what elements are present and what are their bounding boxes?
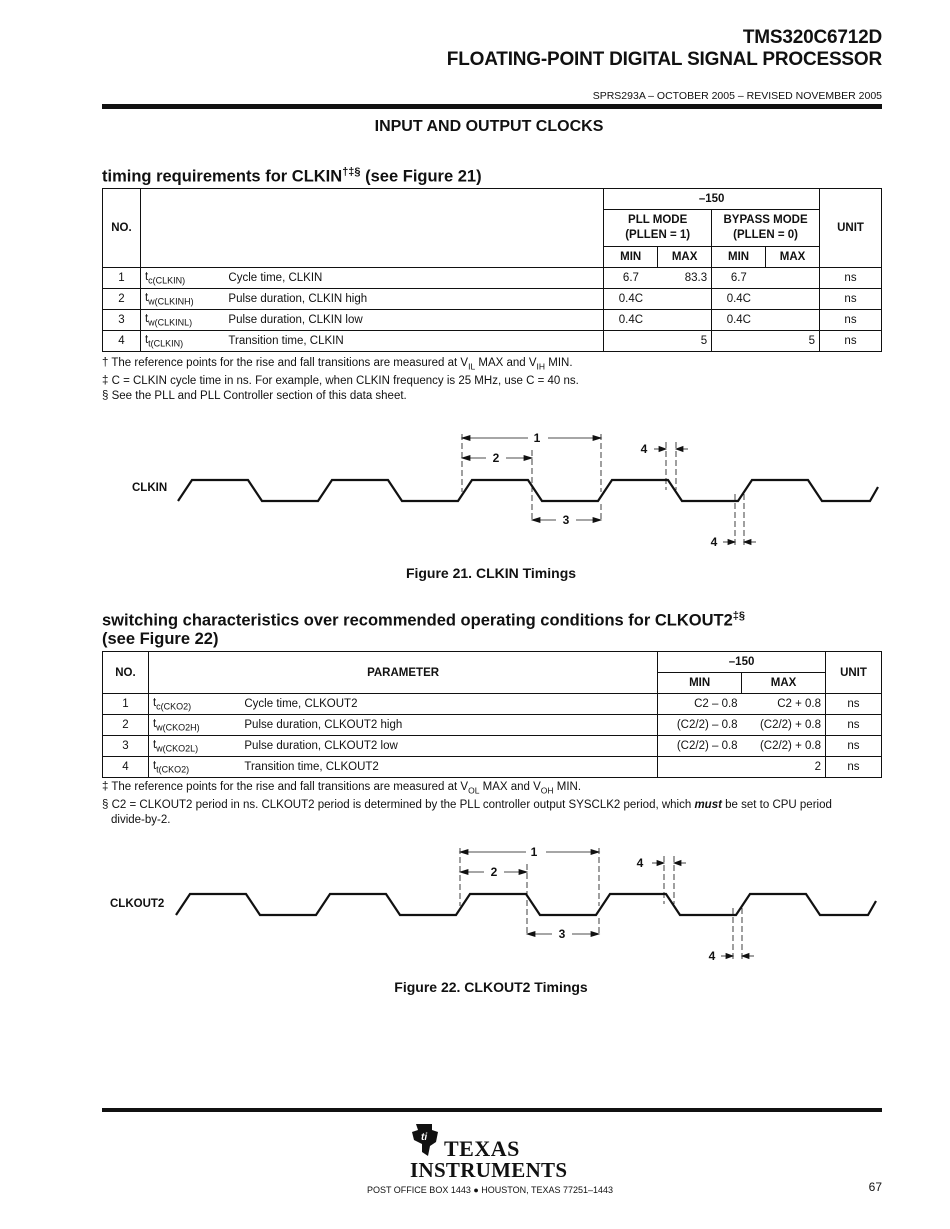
pll-max-value <box>658 289 712 310</box>
col-pll-min: MIN <box>604 247 658 268</box>
bypass-mode-header: BYPASS MODE (PLLEN = 0) <box>712 210 820 247</box>
parameter-description: Cycle time, CLKOUT2 <box>240 694 657 715</box>
doc-reference: SPRS293A – OCTOBER 2005 – REVISED NOVEMBER 2005 <box>592 90 882 102</box>
table1-heading: timing requirements for CLKIN†‡§ (see Figure 21) <box>102 166 482 186</box>
parameter-description: Transition time, CLKIN <box>224 331 603 352</box>
footer-rule <box>102 1108 882 1112</box>
figure22-caption: Figure 22. CLKOUT2 Timings <box>394 979 588 995</box>
parameter-description: Pulse duration, CLKOUT2 high <box>240 715 657 736</box>
speed-grade: –150 <box>604 189 820 210</box>
marker-3: 3 <box>562 513 570 527</box>
table-row <box>103 310 882 331</box>
row-number: 2 <box>103 715 149 736</box>
table-row <box>103 715 882 736</box>
logo-instruments: INSTRUMENTS <box>410 1158 568 1182</box>
pll-min-value: 0.4C <box>604 289 658 310</box>
unit-value: ns <box>820 268 882 289</box>
parameter-description: Cycle time, CLKIN <box>224 268 603 289</box>
footnote-section: § See the PLL and PLL Controller section of this data sheet. <box>102 390 407 403</box>
col-min: MIN <box>658 673 742 694</box>
footnote-double-dagger: ‡ C = CLKIN cycle time in ns. For example, when CLKIN frequency is 25 MHz, use C = 40 ns. <box>102 375 579 388</box>
table2-heading: switching characteristics over recommended operating conditions for CLKOUT2‡§ (see Figure 22) <box>102 610 746 648</box>
min-value: (C2/2) – 0.8 <box>658 736 742 757</box>
pll-max-value: 83.3 <box>658 268 712 289</box>
max-value: 2 <box>742 757 826 778</box>
table-row <box>103 331 882 352</box>
col-unit: UNIT <box>820 189 882 268</box>
marker-4-top: 4 <box>636 856 644 870</box>
max-value: (C2/2) + 0.8 <box>742 736 826 757</box>
figure21-caption: Figure 21. CLKIN Timings <box>405 565 577 581</box>
table-row <box>103 736 882 757</box>
marker-4-bottom: 4 <box>710 535 718 549</box>
col-parameter: PARAMETER <box>148 652 657 694</box>
min-value: C2 – 0.8 <box>658 694 742 715</box>
ti-logo-icon <box>410 1122 440 1158</box>
footnote-dagger: † The reference points for the rise and fall transitions are measured at $V_{IL}$ MAX and $V_{IH}$ MIN. <box>102 357 573 372</box>
bypass-min-value: 0.4C <box>712 310 766 331</box>
clkout2-signal-label: CLKOUT2 <box>110 898 165 910</box>
marker-4-top: 4 <box>640 442 648 456</box>
row-number: 1 <box>103 694 149 715</box>
pll-mode-header: PLL MODE (PLLEN = 1) <box>604 210 712 247</box>
col-bypass-max: MAX <box>766 247 820 268</box>
section-title: INPUT AND OUTPUT CLOCKS <box>374 118 604 135</box>
col-unit: UNIT <box>825 652 881 694</box>
col-no: NO. <box>103 652 149 694</box>
header-rule <box>102 104 882 109</box>
parameter-symbol: $t_{t(CLKIN)}$ <box>140 331 224 352</box>
parameter-symbol: $t_{c(CKO2)}$ <box>148 694 240 715</box>
bypass-max-value <box>766 289 820 310</box>
row-number: 2 <box>103 289 141 310</box>
max-value: (C2/2) + 0.8 <box>742 715 826 736</box>
unit-value: ns <box>825 757 881 778</box>
parameter-description: Transition time, CLKOUT2 <box>240 757 657 778</box>
marker-2: 2 <box>490 865 498 879</box>
row-number: 3 <box>103 736 149 757</box>
col-no: NO. <box>103 189 141 268</box>
speed-grade: –150 <box>658 652 826 673</box>
row-number: 4 <box>103 757 149 778</box>
footer-address: POST OFFICE BOX 1443 ● HOUSTON, TEXAS 77251–1443 <box>366 1185 614 1195</box>
unit-value: ns <box>825 736 881 757</box>
svg-text:ti: ti <box>421 1132 428 1143</box>
unit-value: ns <box>820 331 882 352</box>
marker-1: 1 <box>530 845 538 859</box>
table-row <box>103 289 882 310</box>
clkout2-timing-diagram <box>0 836 950 976</box>
col-max: MAX <box>742 673 826 694</box>
footnote-double-dagger: ‡ The reference points for the rise and fall transitions are measured at $V_{OL}$ MAX and $V_{OH}$ MIN. <box>102 781 582 796</box>
unit-value: ns <box>820 289 882 310</box>
bypass-max-value <box>766 268 820 289</box>
max-value: C2 + 0.8 <box>742 694 826 715</box>
parameter-description: Pulse duration, CLKOUT2 low <box>240 736 657 757</box>
unit-value: ns <box>825 694 881 715</box>
pll-min-value: 0.4C <box>604 310 658 331</box>
table2-footnotes: ‡ The reference points for the rise and fall transitions are measured at $V_{OL}$ MAX and $V_{OH}$ MIN. § C2 = CLKOUT2 period in ns. CLKOUT2 period is determined by the PLL controller output SYSCLK2 period, which must be set to CPU period divide-by-2. <box>102 780 887 828</box>
parameter-description: Pulse duration, CLKIN low <box>224 310 603 331</box>
part-number: TMS320C6712D <box>742 27 882 48</box>
parameter-description: Pulse duration, CLKIN high <box>224 289 603 310</box>
bypass-min-value: 6.7 <box>712 268 766 289</box>
min-value <box>658 757 742 778</box>
marker-2: 2 <box>492 451 500 465</box>
logo-texas: TEXAS <box>444 1136 520 1161</box>
unit-value: ns <box>825 715 881 736</box>
bypass-max-value <box>766 310 820 331</box>
row-number: 1 <box>103 268 141 289</box>
parameter-symbol: $t_{c(CLKIN)}$ <box>140 268 224 289</box>
pll-min-value <box>604 331 658 352</box>
footnote-section: § C2 = CLKOUT2 period in ns. CLKOUT2 period is determined by the PLL controller output SYSCLK2 period, which must be set to CPU period <box>102 799 832 812</box>
parameter-symbol: $t_{w(CKO2H)}$ <box>148 715 240 736</box>
clkin-waveform <box>178 480 878 501</box>
clkout2-waveform <box>176 894 876 915</box>
row-number: 4 <box>103 331 141 352</box>
page-number: 67 <box>868 1180 882 1194</box>
col-bypass-min: MIN <box>712 247 766 268</box>
pll-min-value: 6.7 <box>604 268 658 289</box>
marker-3: 3 <box>558 927 566 941</box>
row-number: 3 <box>103 310 141 331</box>
bypass-max-value: 5 <box>766 331 820 352</box>
clkout2-switching-table <box>102 651 882 778</box>
product-title: FLOATING-POINT DIGITAL SIGNAL PROCESSOR <box>446 49 882 70</box>
bypass-min-value: 0.4C <box>712 289 766 310</box>
clkin-timing-diagram <box>0 420 950 560</box>
unit-value: ns <box>820 310 882 331</box>
marker-4-bottom: 4 <box>708 949 716 963</box>
marker-1: 1 <box>533 431 541 445</box>
clkin-timing-table <box>102 188 882 352</box>
pll-max-value: 5 <box>658 331 712 352</box>
table-row <box>103 694 882 715</box>
min-value: (C2/2) – 0.8 <box>658 715 742 736</box>
table-row <box>103 268 882 289</box>
col-pll-max: MAX <box>658 247 712 268</box>
parameter-symbol: $t_{w(CLKINL)}$ <box>140 310 224 331</box>
pll-max-value <box>658 310 712 331</box>
table1-footnotes <box>102 356 887 404</box>
parameter-symbol: $t_{w(CLKINH)}$ <box>140 289 224 310</box>
parameter-symbol: $t_{t(CKO2)}$ <box>148 757 240 778</box>
table-row <box>103 757 882 778</box>
parameter-symbol: $t_{w(CKO2L)}$ <box>148 736 240 757</box>
bypass-min-value <box>712 331 766 352</box>
clkin-signal-label: CLKIN <box>132 482 168 494</box>
